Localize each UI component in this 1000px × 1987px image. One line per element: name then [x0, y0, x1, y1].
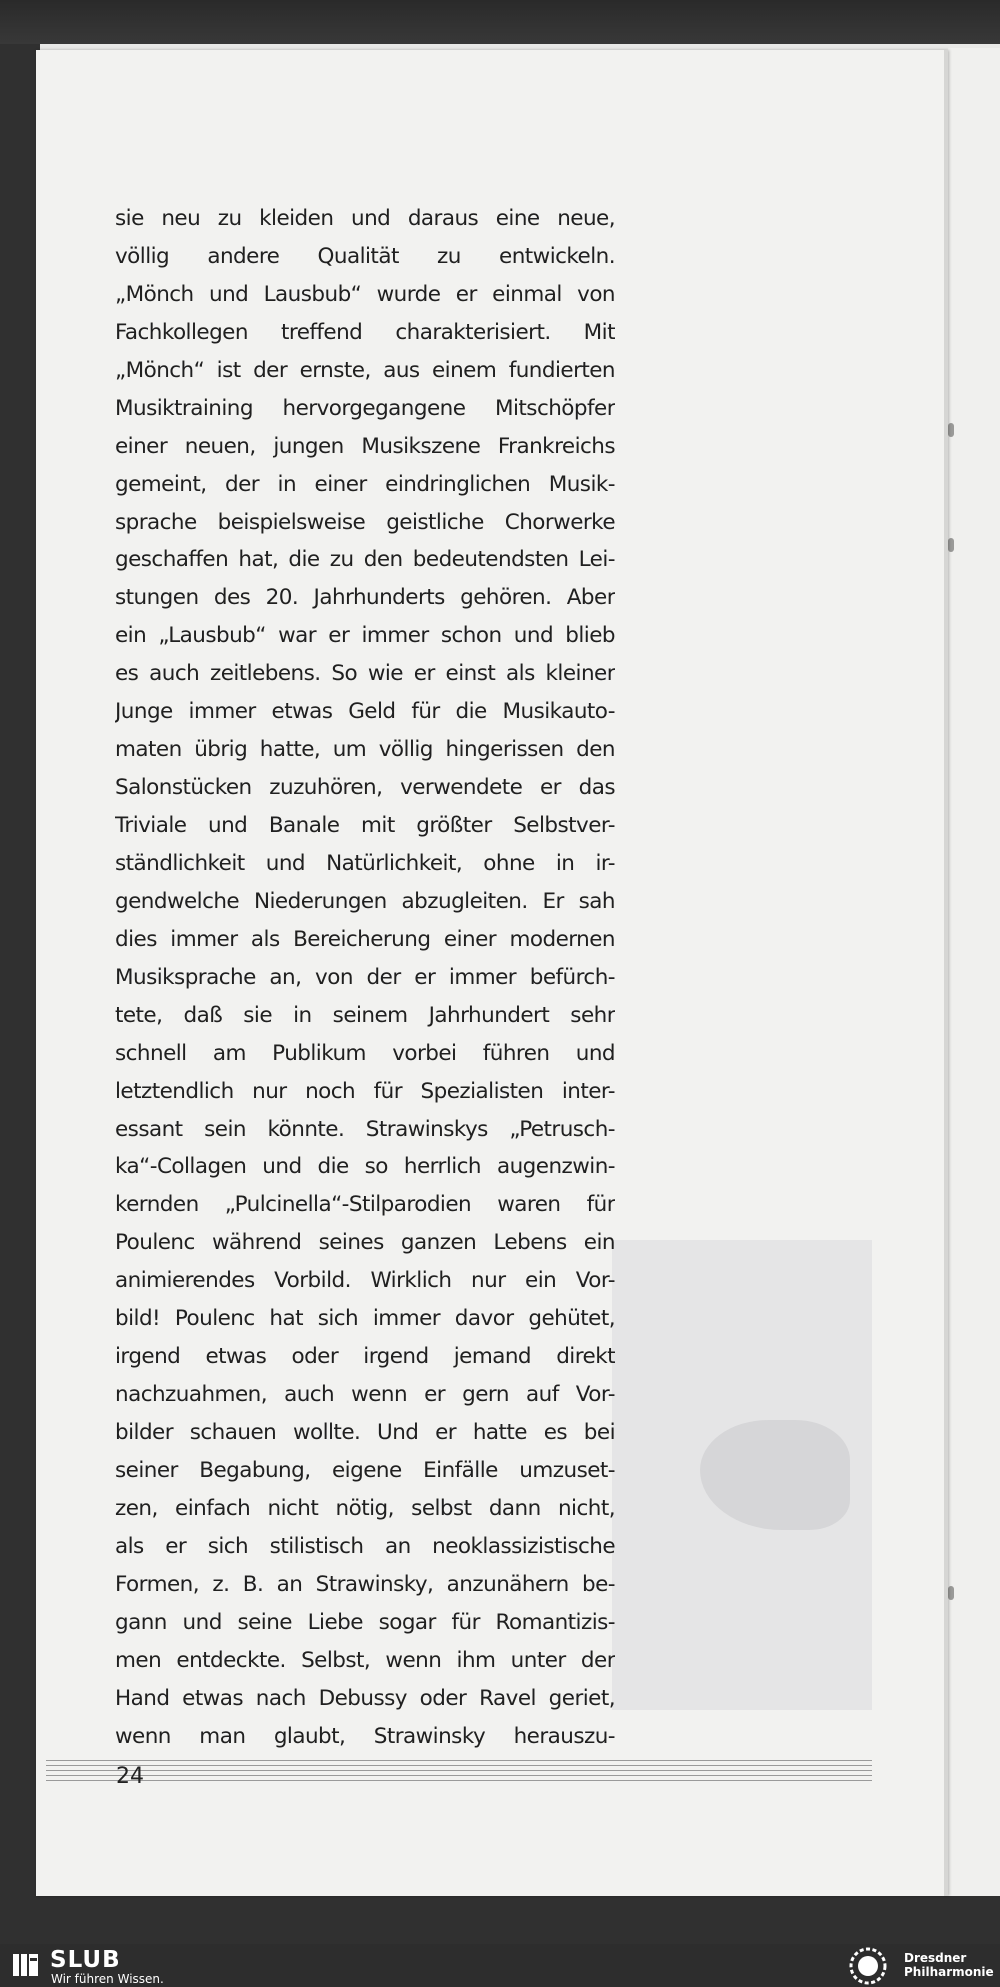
- philharmonie-logo-line2: Philharmonie: [904, 1965, 994, 1979]
- text-line: sprache beispielsweise geistliche Chorwerke: [115, 509, 615, 535]
- text-line: maten übrig hatte, um völlig hingerissen den: [115, 737, 615, 763]
- slub-logo[interactable]: SLUB: [50, 1947, 121, 1973]
- binding-hole: [948, 538, 954, 552]
- text-line: Fachkollegen treffend charakterisiert. Mit: [115, 319, 615, 345]
- text-line: „Mönch und Lausbub“ wurde er einmal von: [115, 281, 615, 307]
- rule-line: [46, 1780, 872, 1781]
- text-line: dies immer als Bereicherung einer modernen: [115, 926, 615, 952]
- text-line: irgend etwas oder irgend jemand direkt: [115, 1344, 615, 1370]
- text-line: ein „Lausbub“ war er immer schon und blieb: [115, 623, 615, 649]
- text-line: wenn man glaubt, Strawinsky herauszu-: [115, 1723, 615, 1749]
- next-page-strip: [948, 48, 1000, 1896]
- text-line: völlig andere Qualität zu entwickeln.: [115, 243, 615, 269]
- text-line: Poulenc während seines ganzen Lebens ein: [115, 1230, 615, 1256]
- text-line: letztendlich nur noch für Spezialisten inter-: [115, 1078, 615, 1104]
- philharmonie-emblem-icon[interactable]: [842, 1946, 894, 1986]
- text-line: gendwelche Niederungen abzugleiten. Er sah: [115, 888, 615, 914]
- binding-hole: [948, 423, 954, 437]
- slub-book-icon[interactable]: [12, 1952, 40, 1978]
- text-line: Musiktraining hervorgegangene Mitschöpfer: [115, 395, 615, 421]
- text-line: Salonstücken zuzuhören, verwendete er das: [115, 775, 615, 801]
- rule-line: [46, 1765, 872, 1766]
- text-line: Hand etwas nach Debussy oder Ravel geriet,: [115, 1685, 615, 1711]
- text-line: einer neuen, jungen Musikszene Frankreichs: [115, 433, 615, 459]
- body-text: [115, 200, 615, 1755]
- rule-line: [46, 1775, 872, 1776]
- philharmonie-logo[interactable]: [904, 1951, 994, 1979]
- text-line: essant sein könnte. Strawinskys „Petrusch-: [115, 1116, 615, 1142]
- page-edge: [944, 50, 948, 1896]
- rule-line: [46, 1770, 872, 1771]
- text-line: kernden „Pulcinella“-Stilparodien waren für: [115, 1192, 615, 1218]
- text-line: Musiksprache an, von der er immer befürch-: [115, 964, 615, 990]
- text-line: ka“-Collagen und die so herrlich augenzwin-: [115, 1154, 615, 1180]
- text-line: nachzuahmen, auch wenn er gern auf Vor-: [115, 1382, 615, 1408]
- text-line: schnell am Publikum vorbei führen und: [115, 1040, 615, 1066]
- text-line: gann und seine Liebe sogar für Romantizis-: [115, 1609, 615, 1635]
- text-line: tete, daß sie in seinem Jahrhundert sehr: [115, 1002, 615, 1028]
- text-line: sie neu zu kleiden und daraus eine neue,: [115, 206, 615, 231]
- text-line: gemeint, der in einer eindringlichen Musik-: [115, 471, 615, 497]
- text-line: bilder schauen wollte. Und er hatte es bei: [115, 1420, 615, 1445]
- text-line: stungen des 20. Jahrhunderts gehören. Aber: [115, 585, 615, 611]
- scan-background-top: [0, 0, 1000, 44]
- text-line: seiner Begabung, eigene Einfälle umzuset-: [115, 1457, 615, 1483]
- text-line: „Mönch“ ist der ernste, aus einem fundierten: [115, 357, 615, 383]
- text-line: Formen, z. B. an Strawinsky, anzunähern be-: [115, 1571, 615, 1597]
- text-line: bild! Poulenc hat sich immer davor gehütet,: [115, 1306, 615, 1332]
- text-line: men entdeckte. Selbst, wenn ihm unter der: [115, 1647, 615, 1673]
- text-line: Triviale und Banale mit größter Selbstver-: [115, 813, 615, 838]
- text-line: als er sich stilistisch an neoklassizistische: [115, 1533, 615, 1559]
- philharmonie-logo-line1: Dresdner: [904, 1951, 967, 1965]
- text-line: ständlichkeit und Natürlichkeit, ohne in ir-: [115, 850, 615, 876]
- text-line: zen, einfach nicht nötig, selbst dann nicht,: [115, 1495, 615, 1521]
- text-line: geschaffen hat, die zu den bedeutendsten Lei-: [115, 547, 615, 573]
- page-number: 24: [116, 1764, 144, 1789]
- viewer-footer: [0, 1944, 1000, 1987]
- text-line: Junge immer etwas Geld für die Musikauto-: [115, 699, 615, 725]
- text-line: es auch zeitlebens. So wie er einst als kleiner: [115, 661, 615, 687]
- binding-hole: [948, 1586, 954, 1600]
- footer-rules: [46, 1760, 872, 1786]
- rule-line: [46, 1760, 872, 1761]
- slub-tagline: Wir führen Wissen.: [51, 1972, 164, 1986]
- text-line: animierendes Vorbild. Wirklich nur ein Vor-: [115, 1268, 615, 1294]
